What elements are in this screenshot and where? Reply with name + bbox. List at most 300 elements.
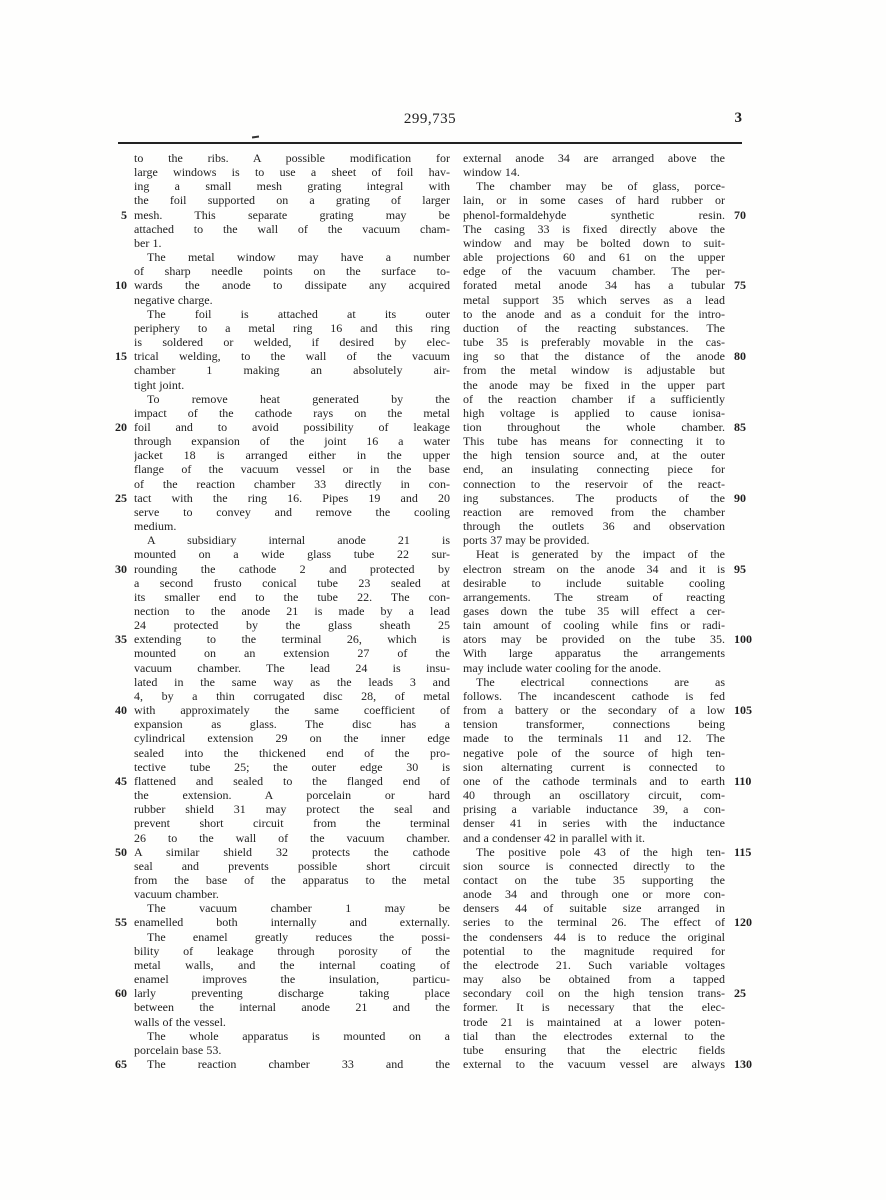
text-line-row bbox=[463, 363, 765, 377]
text-line-row bbox=[98, 349, 450, 363]
text-line-row bbox=[463, 661, 765, 675]
line-number bbox=[98, 873, 134, 887]
text-line: The enamel greatly reduces the possi- bbox=[147, 929, 450, 944]
patent-number: 299,735 bbox=[403, 111, 457, 127]
line-number: 110 bbox=[734, 773, 752, 788]
text-line-row bbox=[98, 208, 450, 222]
line-number bbox=[725, 392, 765, 406]
text-line-row bbox=[463, 1015, 765, 1029]
text-line-row bbox=[98, 731, 450, 745]
text-line: porcelain base 53. bbox=[134, 1042, 222, 1057]
text-line: chamber 1 making an absolutely air- bbox=[134, 363, 450, 378]
text-line-row bbox=[98, 1057, 450, 1071]
text-line-row bbox=[463, 392, 765, 406]
text-line: the extension. A porcelain or hard bbox=[134, 788, 450, 803]
line-number bbox=[98, 760, 134, 774]
text-line: tension transformer, connections being bbox=[463, 717, 725, 732]
line-number bbox=[725, 519, 765, 533]
line-number bbox=[725, 944, 765, 958]
text-line: metal walls, and the internal coating of bbox=[134, 957, 450, 972]
text-line: 24 protected by the glass sheath 25 bbox=[134, 618, 450, 633]
text-line-row bbox=[98, 462, 450, 476]
right-column bbox=[463, 151, 765, 1071]
text-line-row bbox=[463, 165, 765, 179]
text-line-row bbox=[463, 179, 765, 193]
line-number bbox=[725, 236, 765, 250]
text-line: tube ensuring that the electric fields bbox=[463, 1042, 725, 1057]
line-number bbox=[98, 944, 134, 958]
text-line: mesh. This separate grating may be bbox=[134, 207, 450, 222]
left-column bbox=[98, 151, 450, 1071]
text-line-row bbox=[463, 193, 765, 207]
text-line: attached to the wall of the vacuum cham- bbox=[134, 221, 450, 236]
text-line: The casing 33 is fixed directly above the bbox=[463, 221, 725, 236]
line-number bbox=[98, 434, 134, 448]
line-number bbox=[98, 717, 134, 731]
text-line-row bbox=[98, 420, 450, 434]
line-number bbox=[98, 859, 134, 873]
text-line: of the reaction chamber if a sufficiently bbox=[463, 391, 725, 406]
text-line: large windows is to use a sheet of foil hav- bbox=[134, 165, 450, 180]
line-number bbox=[725, 378, 765, 392]
text-line-row bbox=[463, 562, 765, 576]
text-line-row bbox=[98, 363, 450, 377]
line-number bbox=[98, 462, 134, 476]
text-line: 4, by a thin corrugated disc 28, of metal bbox=[134, 688, 450, 703]
text-line: foil and to avoid possibility of leakage bbox=[134, 419, 450, 434]
line-number bbox=[98, 363, 134, 377]
text-line-row bbox=[98, 562, 450, 576]
text-line: metal support 35 which serves as a lead bbox=[463, 292, 725, 307]
text-line: sealed into the thickened end of the pro- bbox=[134, 745, 450, 760]
text-line-row bbox=[98, 901, 450, 915]
line-number bbox=[725, 434, 765, 448]
text-line: With large apparatus the arrangements bbox=[463, 646, 725, 661]
text-line: Heat is generated by the impact of the bbox=[476, 547, 725, 562]
text-line-row bbox=[98, 873, 450, 887]
text-line: denser 41 in series with the inductance bbox=[463, 816, 725, 831]
line-number: 100 bbox=[734, 632, 752, 647]
text-line: and a condenser 42 in parallel with it. bbox=[463, 830, 646, 845]
text-line-row bbox=[463, 236, 765, 250]
text-line-row bbox=[98, 604, 450, 618]
line-number bbox=[725, 760, 765, 774]
line-number bbox=[98, 576, 134, 590]
text-line-row bbox=[463, 1043, 765, 1057]
line-number: 50 bbox=[115, 844, 127, 859]
line-number: 70 bbox=[734, 207, 746, 222]
line-number: 130 bbox=[734, 1057, 752, 1071]
line-number bbox=[725, 661, 765, 675]
line-number bbox=[725, 179, 765, 193]
text-line: The chamber may be of glass, porce- bbox=[476, 179, 725, 194]
text-line-row bbox=[98, 335, 450, 349]
text-line-row bbox=[463, 802, 765, 816]
line-number bbox=[98, 930, 134, 944]
line-number: 95 bbox=[734, 561, 746, 576]
text-line-row bbox=[463, 1000, 765, 1014]
text-line: cylindrical extension 29 on the inner edge bbox=[134, 731, 450, 746]
text-line-row bbox=[463, 646, 765, 660]
line-number: 60 bbox=[115, 986, 127, 1001]
line-number bbox=[98, 321, 134, 335]
text-line: reaction are removed from the chamber bbox=[463, 504, 725, 519]
text-line-row bbox=[98, 547, 450, 561]
text-line-row bbox=[463, 590, 765, 604]
line-number bbox=[725, 731, 765, 745]
text-line-row bbox=[98, 193, 450, 207]
text-line: end, an insulating connecting piece for bbox=[463, 462, 725, 477]
text-line: sion source is connected directly to the bbox=[463, 858, 725, 873]
text-line: negative charge. bbox=[134, 292, 213, 307]
text-line: The foil is attached at its outer bbox=[147, 306, 450, 321]
text-line: ports 37 may be provided. bbox=[463, 533, 590, 548]
line-number bbox=[725, 1029, 765, 1043]
text-line: ber 1. bbox=[134, 235, 162, 250]
text-line-row bbox=[463, 986, 765, 1000]
text-line: between the internal anode 21 and the bbox=[134, 1000, 450, 1015]
text-line: arrangements. The stream of reacting bbox=[463, 589, 725, 604]
line-number bbox=[98, 236, 134, 250]
text-line-row bbox=[98, 1043, 450, 1057]
text-line-row bbox=[463, 731, 765, 745]
text-line: tial than the electrodes external to the bbox=[463, 1028, 725, 1043]
line-number bbox=[98, 901, 134, 915]
line-number bbox=[98, 250, 134, 264]
text-line: contact on the tube 35 supporting the bbox=[463, 872, 725, 887]
line-number bbox=[725, 788, 765, 802]
text-line-row bbox=[463, 462, 765, 476]
text-line-row bbox=[463, 208, 765, 222]
line-number: 20 bbox=[115, 419, 127, 434]
text-line: the foil supported on a grating of larger bbox=[134, 193, 450, 208]
line-number bbox=[725, 151, 765, 165]
line-number bbox=[98, 1015, 134, 1029]
line-number bbox=[98, 1000, 134, 1014]
text-line: series to the terminal 26. The effect of bbox=[463, 915, 725, 930]
text-line: vacuum chamber. bbox=[134, 887, 219, 902]
text-line-row bbox=[98, 477, 450, 491]
text-line-row bbox=[463, 915, 765, 929]
text-line-row bbox=[98, 378, 450, 392]
line-number: 115 bbox=[734, 844, 752, 859]
text-line-row bbox=[98, 746, 450, 760]
header-rule bbox=[118, 142, 742, 144]
text-line: trode 21 is maintained at a lower poten- bbox=[463, 1014, 725, 1029]
text-line-row bbox=[98, 307, 450, 321]
text-line: ators may be provided on the tube 35. bbox=[463, 632, 725, 647]
text-line: lated in the same way as the leads 3 and bbox=[134, 674, 450, 689]
text-line: A subsidiary internal anode 21 is bbox=[147, 533, 450, 548]
text-line-row bbox=[98, 845, 450, 859]
line-number bbox=[98, 406, 134, 420]
text-line-row bbox=[463, 378, 765, 392]
text-line-row bbox=[463, 505, 765, 519]
text-line: negative pole of the source of high ten- bbox=[463, 745, 725, 760]
text-line: electron stream on the anode 34 and it is bbox=[463, 561, 725, 576]
text-line: medium. bbox=[134, 519, 177, 534]
text-line-row bbox=[98, 915, 450, 929]
line-number bbox=[98, 378, 134, 392]
line-number bbox=[98, 533, 134, 547]
text-line: edge of the vacuum chamber. The per- bbox=[463, 264, 725, 279]
text-line-row bbox=[98, 448, 450, 462]
text-line: tective tube 25; the outer edge 30 is bbox=[134, 759, 450, 774]
text-line-row bbox=[463, 420, 765, 434]
text-line: To remove heat generated by the bbox=[147, 391, 450, 406]
line-number: 120 bbox=[734, 915, 752, 930]
text-line: lain, or in some cases of hard rubber or bbox=[463, 193, 725, 208]
text-line: tion throughout the whole chamber. bbox=[463, 419, 725, 434]
line-number: 10 bbox=[115, 278, 127, 293]
line-number bbox=[98, 264, 134, 278]
text-line: ing a small mesh grating integral with bbox=[134, 179, 450, 194]
text-line-row bbox=[98, 944, 450, 958]
text-line: prevent short circuit from the terminal bbox=[134, 816, 450, 831]
text-line: from the base of the apparatus to the metal bbox=[134, 872, 450, 887]
line-number bbox=[98, 831, 134, 845]
text-line-row bbox=[463, 816, 765, 830]
text-line-row bbox=[98, 505, 450, 519]
text-line-row bbox=[463, 689, 765, 703]
line-number bbox=[725, 831, 765, 845]
line-number bbox=[725, 930, 765, 944]
text-line: sion alternating current is connected to bbox=[463, 759, 725, 774]
line-number bbox=[98, 392, 134, 406]
line-number bbox=[725, 547, 765, 561]
text-line-row bbox=[98, 434, 450, 448]
text-line: through expansion of the joint 16 a water bbox=[134, 434, 450, 449]
line-number bbox=[725, 165, 765, 179]
text-line: to the ribs. A possible modification for bbox=[134, 151, 450, 165]
text-line: window and may be bolted down to suit- bbox=[463, 235, 725, 250]
text-line-row bbox=[98, 519, 450, 533]
text-line-row bbox=[98, 1000, 450, 1014]
text-line: bility of leakage through porosity of the bbox=[134, 943, 450, 958]
text-line: made to the terminals 11 and 12. The bbox=[463, 731, 725, 746]
line-number bbox=[725, 293, 765, 307]
line-number bbox=[98, 746, 134, 760]
line-number: 55 bbox=[115, 915, 127, 930]
line-number bbox=[725, 448, 765, 462]
line-number bbox=[98, 222, 134, 236]
text-line: periphery to a metal ring 16 and this ring bbox=[134, 320, 450, 335]
text-line-row bbox=[463, 533, 765, 547]
text-line: enamel improves the insulation, particu- bbox=[134, 972, 450, 987]
line-number bbox=[98, 179, 134, 193]
text-line: is soldered or welded, if desired by elec- bbox=[134, 335, 450, 350]
text-line-row bbox=[463, 675, 765, 689]
text-line-row bbox=[463, 576, 765, 590]
line-number bbox=[725, 802, 765, 816]
text-line: may include water cooling for the anode. bbox=[463, 660, 662, 675]
line-number bbox=[98, 816, 134, 830]
text-line-row bbox=[98, 760, 450, 774]
line-number: 105 bbox=[734, 703, 752, 718]
text-line-row bbox=[463, 831, 765, 845]
line-number bbox=[98, 590, 134, 604]
text-line: walls of the vessel. bbox=[134, 1014, 226, 1029]
text-line: mounted on a wide glass tube 22 sur- bbox=[134, 547, 450, 562]
line-number bbox=[98, 661, 134, 675]
text-line-row bbox=[463, 222, 765, 236]
text-line-row bbox=[98, 632, 450, 646]
text-line: may also be obtained from a tapped bbox=[463, 972, 725, 987]
text-line-row bbox=[98, 816, 450, 830]
line-number bbox=[98, 972, 134, 986]
text-line: wards the anode to dissipate any acquired bbox=[134, 278, 450, 293]
line-number bbox=[98, 802, 134, 816]
text-line: The positive pole 43 of the high ten- bbox=[476, 844, 725, 859]
line-number bbox=[98, 505, 134, 519]
line-number bbox=[98, 887, 134, 901]
line-number bbox=[98, 788, 134, 802]
text-line: from the metal window is adjustable but bbox=[463, 363, 725, 378]
text-line: larly preventing discharge taking place bbox=[134, 986, 450, 1001]
text-line-row bbox=[98, 179, 450, 193]
line-number bbox=[725, 363, 765, 377]
line-number: 5 bbox=[121, 207, 127, 222]
text-line-row bbox=[463, 151, 765, 165]
page-number: 3 bbox=[734, 110, 742, 126]
line-number bbox=[725, 264, 765, 278]
text-line: rubber shield 31 may protect the seal and bbox=[134, 802, 450, 817]
line-number bbox=[98, 604, 134, 618]
text-line: the electrode 21. Such variable voltages bbox=[463, 957, 725, 972]
line-number bbox=[725, 859, 765, 873]
text-line-row bbox=[463, 845, 765, 859]
line-number bbox=[98, 1043, 134, 1057]
line-number bbox=[725, 887, 765, 901]
line-number bbox=[725, 307, 765, 321]
text-line-row bbox=[98, 576, 450, 590]
line-number bbox=[725, 576, 765, 590]
text-line-row bbox=[463, 434, 765, 448]
line-number bbox=[98, 689, 134, 703]
text-line-row bbox=[98, 293, 450, 307]
text-line-row bbox=[98, 661, 450, 675]
text-line: through the outlets 36 and observation bbox=[463, 519, 725, 534]
text-line: vacuum chamber. The lead 24 is insu- bbox=[134, 660, 450, 675]
text-line: to the anode and as a conduit for the intro- bbox=[463, 306, 725, 321]
text-line-row bbox=[98, 222, 450, 236]
line-number bbox=[98, 958, 134, 972]
text-line-row bbox=[463, 349, 765, 363]
text-line: forated metal anode 34 has a tubular bbox=[463, 278, 725, 293]
line-number bbox=[725, 958, 765, 972]
text-line: with approximately the same coefficient of bbox=[134, 703, 450, 718]
line-number bbox=[98, 307, 134, 321]
line-number bbox=[98, 731, 134, 745]
text-line: the high tension source and, at the outer bbox=[463, 448, 725, 463]
line-number bbox=[725, 321, 765, 335]
text-line: enamelled both internally and externally. bbox=[134, 915, 450, 930]
line-number bbox=[725, 533, 765, 547]
line-number: 35 bbox=[115, 632, 127, 647]
text-line: prising a variable inductance 39, a con- bbox=[463, 802, 725, 817]
text-line: from a battery or the secondary of a low bbox=[463, 703, 725, 718]
text-line: jacket 18 is arranged either in the upper bbox=[134, 448, 450, 463]
line-number bbox=[725, 505, 765, 519]
text-line: mounted on an extension 27 of the bbox=[134, 646, 450, 661]
text-line: impact of the cathode rays on the metal bbox=[134, 405, 450, 420]
line-number bbox=[725, 193, 765, 207]
line-number bbox=[725, 462, 765, 476]
scan-artifact-mark bbox=[252, 136, 259, 139]
line-number bbox=[98, 335, 134, 349]
line-number bbox=[725, 689, 765, 703]
text-line: the anode may be fixed in the upper part bbox=[463, 377, 725, 392]
text-line: ing substances. The products of the bbox=[463, 490, 725, 505]
text-line: the condensers 44 is to reduce the original bbox=[463, 929, 725, 944]
text-line: tight joint. bbox=[134, 377, 185, 392]
text-line-row bbox=[463, 477, 765, 491]
text-line: The metal window may have a number bbox=[147, 250, 450, 265]
text-line: phenol-formaldehyde synthetic resin. bbox=[463, 207, 725, 222]
line-number bbox=[725, 250, 765, 264]
text-line: duction of the reacting substances. The bbox=[463, 320, 725, 335]
line-number bbox=[725, 406, 765, 420]
text-line-row bbox=[98, 958, 450, 972]
text-line: of the reaction chamber 33 directly in con- bbox=[134, 476, 450, 491]
line-number bbox=[98, 675, 134, 689]
line-number: 40 bbox=[115, 703, 127, 718]
line-number bbox=[725, 604, 765, 618]
text-line-row bbox=[463, 278, 765, 292]
text-line-row bbox=[463, 406, 765, 420]
line-number: 85 bbox=[734, 419, 746, 434]
line-number: 75 bbox=[734, 278, 746, 293]
text-line-row bbox=[98, 491, 450, 505]
text-line: high voltage is applied to cause ionisa- bbox=[463, 405, 725, 420]
text-line: one of the cathode terminals and to earth bbox=[463, 773, 725, 788]
text-line: densers 44 of suitable size arranged in bbox=[463, 901, 725, 916]
text-line-row bbox=[463, 618, 765, 632]
text-line: 40 through an oscillatory circuit, com- bbox=[463, 788, 725, 803]
text-line-row bbox=[463, 293, 765, 307]
line-number bbox=[98, 448, 134, 462]
text-line-row bbox=[463, 321, 765, 335]
text-line: external anode 34 are arranged above the bbox=[463, 151, 725, 165]
line-number bbox=[98, 193, 134, 207]
text-line-row bbox=[98, 717, 450, 731]
text-line-row bbox=[98, 236, 450, 250]
text-line: The reaction chamber 33 and the bbox=[147, 1057, 450, 1071]
text-line-row bbox=[463, 972, 765, 986]
line-number bbox=[98, 519, 134, 533]
text-line-row bbox=[98, 788, 450, 802]
text-line-row bbox=[98, 703, 450, 717]
text-line-row bbox=[98, 646, 450, 660]
line-number: 15 bbox=[115, 349, 127, 364]
text-line: The electrical connections are as bbox=[476, 674, 725, 689]
text-line-row bbox=[463, 1029, 765, 1043]
text-line: external to the vacuum vessel are always bbox=[463, 1057, 725, 1071]
text-line: desirable to include suitable cooling bbox=[463, 575, 725, 590]
line-number: 25 bbox=[115, 490, 127, 505]
text-line-row bbox=[98, 802, 450, 816]
text-line-row bbox=[98, 930, 450, 944]
line-number: 25 bbox=[734, 986, 746, 1001]
text-line-row bbox=[98, 675, 450, 689]
text-line-row bbox=[463, 774, 765, 788]
text-line-row bbox=[463, 859, 765, 873]
line-number bbox=[725, 1043, 765, 1057]
line-number bbox=[725, 222, 765, 236]
text-line: window 14. bbox=[463, 165, 520, 180]
text-line: The whole apparatus is mounted on a bbox=[147, 1028, 450, 1043]
text-line: tact with the ring 16. Pipes 19 and 20 bbox=[134, 490, 450, 505]
